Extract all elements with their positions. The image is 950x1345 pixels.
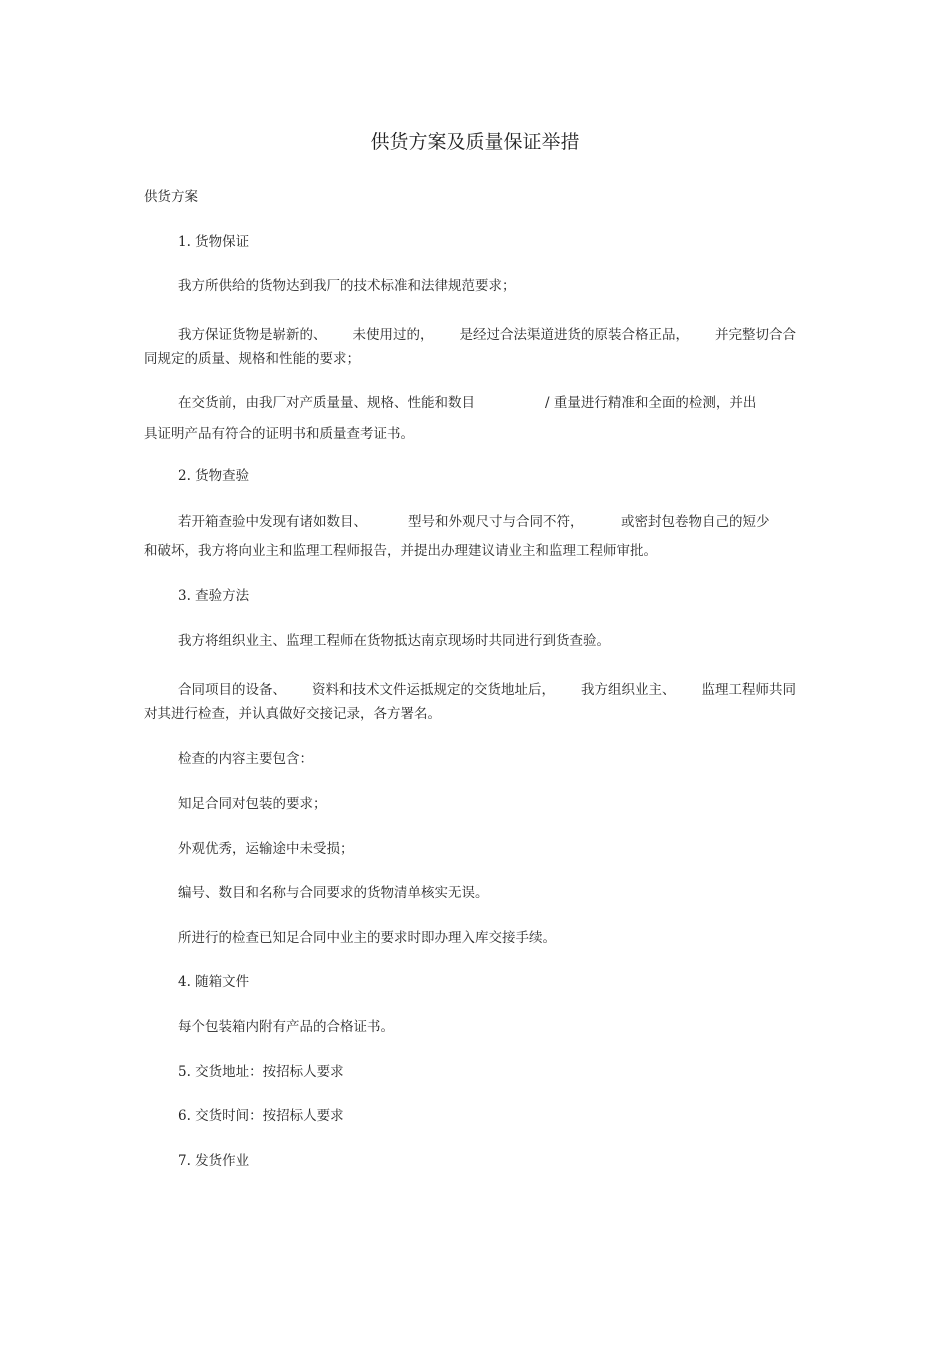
item7-heading: 7. 发货作业: [178, 1153, 250, 1169]
text-fragment: 未使用过的，: [352, 327, 434, 343]
item4-paragraph-1: 每个包装箱内附有产品的合格证书。: [178, 1019, 394, 1035]
item6-heading: 6. 交货时间：按招标人要求: [178, 1108, 344, 1124]
item3-heading: 3. 查验方法: [178, 588, 250, 604]
text-fragment: 合同项目的设备、: [178, 682, 286, 698]
item1-paragraph-3-line-1b: / 重量进行精准和全面的检测，并出: [545, 395, 757, 411]
item3-paragraph-5: 外观优秀，运输途中未受损；: [178, 841, 354, 857]
item1-paragraph-3-line-1a: 在交货前，由我厂对产质量量、规格、性能和数目: [178, 395, 475, 411]
item2-paragraph-1-line-1b: 型号和外观尺寸与合同不符，: [408, 514, 584, 530]
item3-paragraph-2-line-1: [178, 681, 796, 699]
item3-paragraph-2-line-2: 对其进行检查，并认真做好交接记录，各方署名。: [144, 706, 441, 722]
page-title: 供货方案及质量保证举措: [370, 131, 580, 153]
item3-paragraph-6: 编号、数目和名称与合同要求的货物清单核实无误。: [178, 885, 489, 901]
text-fragment: 是经过合法渠道进货的原装合格正品，: [459, 327, 689, 343]
item1-paragraph-3-line-2: 具证明产品有符合的证明书和质量查考证书。: [144, 426, 414, 442]
item1-paragraph-1: 我方所供给的货物达到我厂的技术标准和法律规范要求；: [178, 278, 516, 294]
item4-heading: 4. 随箱文件: [178, 974, 250, 990]
text-fragment: 我方保证货物是崭新的、: [178, 327, 327, 343]
item2-paragraph-1-line-1c: 或密封包卷物自己的短少: [621, 514, 770, 530]
item1-paragraph-2-line-1: [178, 326, 796, 344]
text-fragment: 监理工程师共同: [701, 682, 796, 698]
item2-paragraph-1-line-2: 和破坏，我方将向业主和监理工程师报告，并提出办理建议请业主和监理工程师审批。: [144, 543, 657, 559]
text-fragment: 并完整切合合: [715, 327, 796, 343]
item2-paragraph-1-line-1a: 若开箱查验中发现有诸如数目、: [178, 514, 367, 530]
text-fragment: 我方组织业主、: [581, 682, 676, 698]
item5-heading: 5. 交货地址：按招标人要求: [178, 1064, 344, 1080]
section-heading: 供货方案: [144, 189, 198, 205]
item3-paragraph-4: 知足合同对包装的要求；: [178, 796, 327, 812]
item1-paragraph-2-line-2: 同规定的质量、规格和性能的要求；: [144, 351, 360, 367]
item1-heading: 1. 货物保证: [178, 234, 250, 250]
text-fragment: 资料和技术文件运抵规定的交货地址后，: [312, 682, 555, 698]
item3-paragraph-7: 所进行的检查已知足合同中业主的要求时即办理入库交接手续。: [178, 930, 556, 946]
item3-paragraph-3: 检查的内容主要包含：: [178, 751, 313, 767]
item3-paragraph-1: 我方将组织业主、监理工程师在货物抵达南京现场时共同进行到货查验。: [178, 633, 610, 649]
item2-heading: 2. 货物查验: [178, 468, 250, 484]
